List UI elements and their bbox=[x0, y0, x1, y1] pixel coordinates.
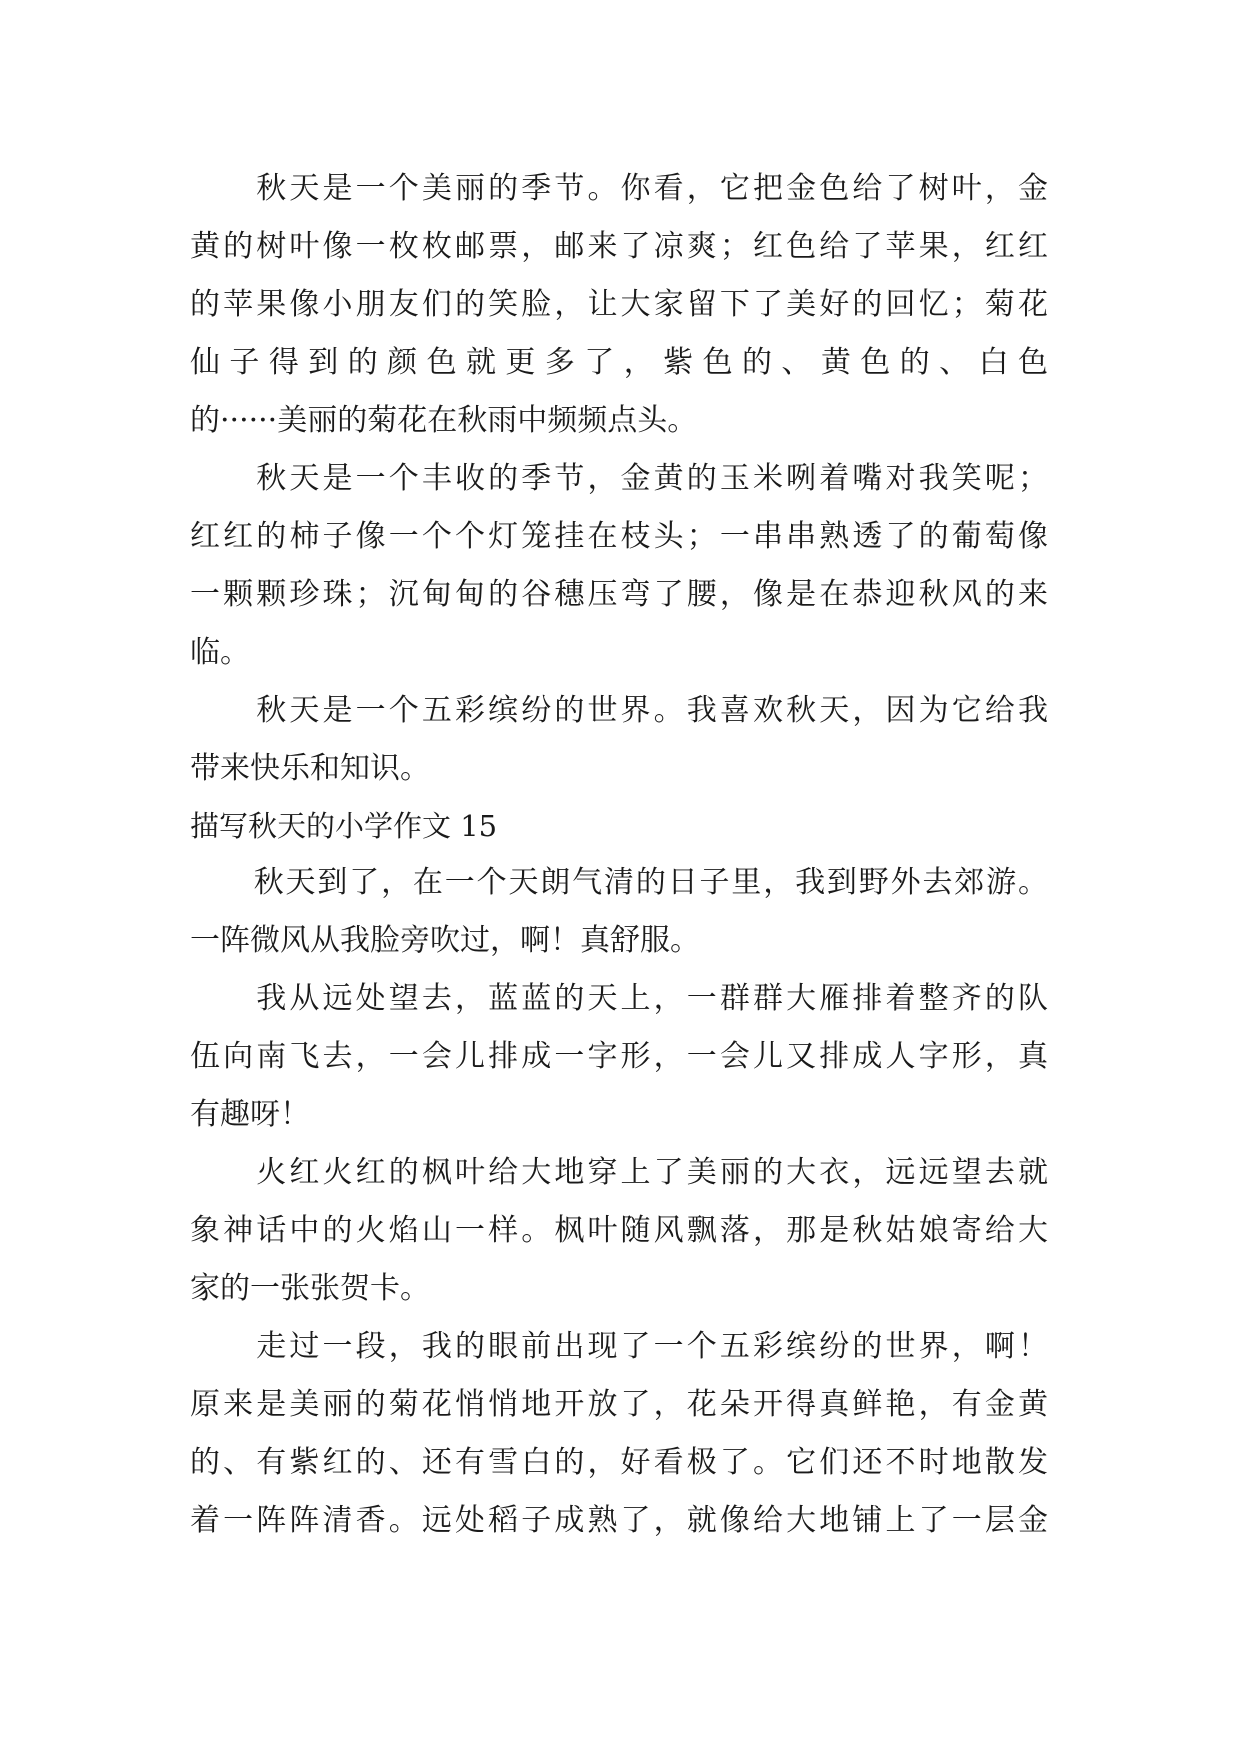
section-heading: 描写秋天的小学作文 15 bbox=[190, 809, 498, 843]
text-line: 一颗颗珍珠；沉甸甸的谷穗压弯了腰，像是在恭迎秋风的来 bbox=[190, 577, 1048, 612]
text-line: 的······美丽的菊花在秋雨中频频点头。 bbox=[190, 403, 698, 438]
text-line: 火红火红的枫叶给大地穿上了美丽的大衣，远远望去就 bbox=[190, 1155, 1048, 1190]
text-line: 秋天到了，在一个天朗气清的日子里，我到野外去郊游。 bbox=[190, 865, 1048, 900]
text-line: 的苹果像小朋友们的笑脸，让大家留下了美好的回忆；菊花 bbox=[190, 287, 1048, 322]
text-line: 我从远处望去，蓝蓝的天上，一群群大雁排着整齐的队 bbox=[190, 981, 1048, 1016]
text-line: 家的一张张贺卡。 bbox=[190, 1271, 430, 1306]
text-line: 秋天是一个丰收的季节，金黄的玉米咧着嘴对我笑呢； bbox=[190, 461, 1048, 496]
text-line: 带来快乐和知识。 bbox=[190, 751, 430, 786]
text-line: 的、有紫红的、还有雪白的，好看极了。它们还不时地散发 bbox=[190, 1445, 1048, 1480]
text-line: 有趣呀！ bbox=[190, 1097, 310, 1132]
text-line: 黄的树叶像一枚枚邮票，邮来了凉爽；红色给了苹果，红红 bbox=[190, 229, 1048, 264]
text-line: 临。 bbox=[190, 635, 250, 670]
text-line: 象神话中的火焰山一样。枫叶随风飘落，那是秋姑娘寄给大 bbox=[190, 1213, 1048, 1248]
text-line: 一阵微风从我脸旁吹过，啊！真舒服。 bbox=[190, 923, 700, 958]
text-line: 秋天是一个五彩缤纷的世界。我喜欢秋天，因为它给我 bbox=[190, 693, 1048, 728]
text-line: 走过一段，我的眼前出现了一个五彩缤纷的世界，啊！ bbox=[190, 1329, 1048, 1364]
text-line: 秋天是一个美丽的季节。你看，它把金色给了树叶，金 bbox=[190, 171, 1048, 206]
text-line: 原来是美丽的菊花悄悄地开放了，花朵开得真鲜艳，有金黄 bbox=[190, 1387, 1048, 1422]
text-line: 红红的柿子像一个个灯笼挂在枝头；一串串熟透了的葡萄像 bbox=[190, 519, 1048, 554]
text-line: 伍向南飞去，一会儿排成一字形，一会儿又排成人字形，真 bbox=[190, 1039, 1048, 1074]
text-line: 着一阵阵清香。远处稻子成熟了，就像给大地铺上了一层金 bbox=[190, 1503, 1048, 1538]
text-line: 仙子得到的颜色就更多了，紫色的、黄色的、白色 bbox=[190, 345, 1048, 380]
